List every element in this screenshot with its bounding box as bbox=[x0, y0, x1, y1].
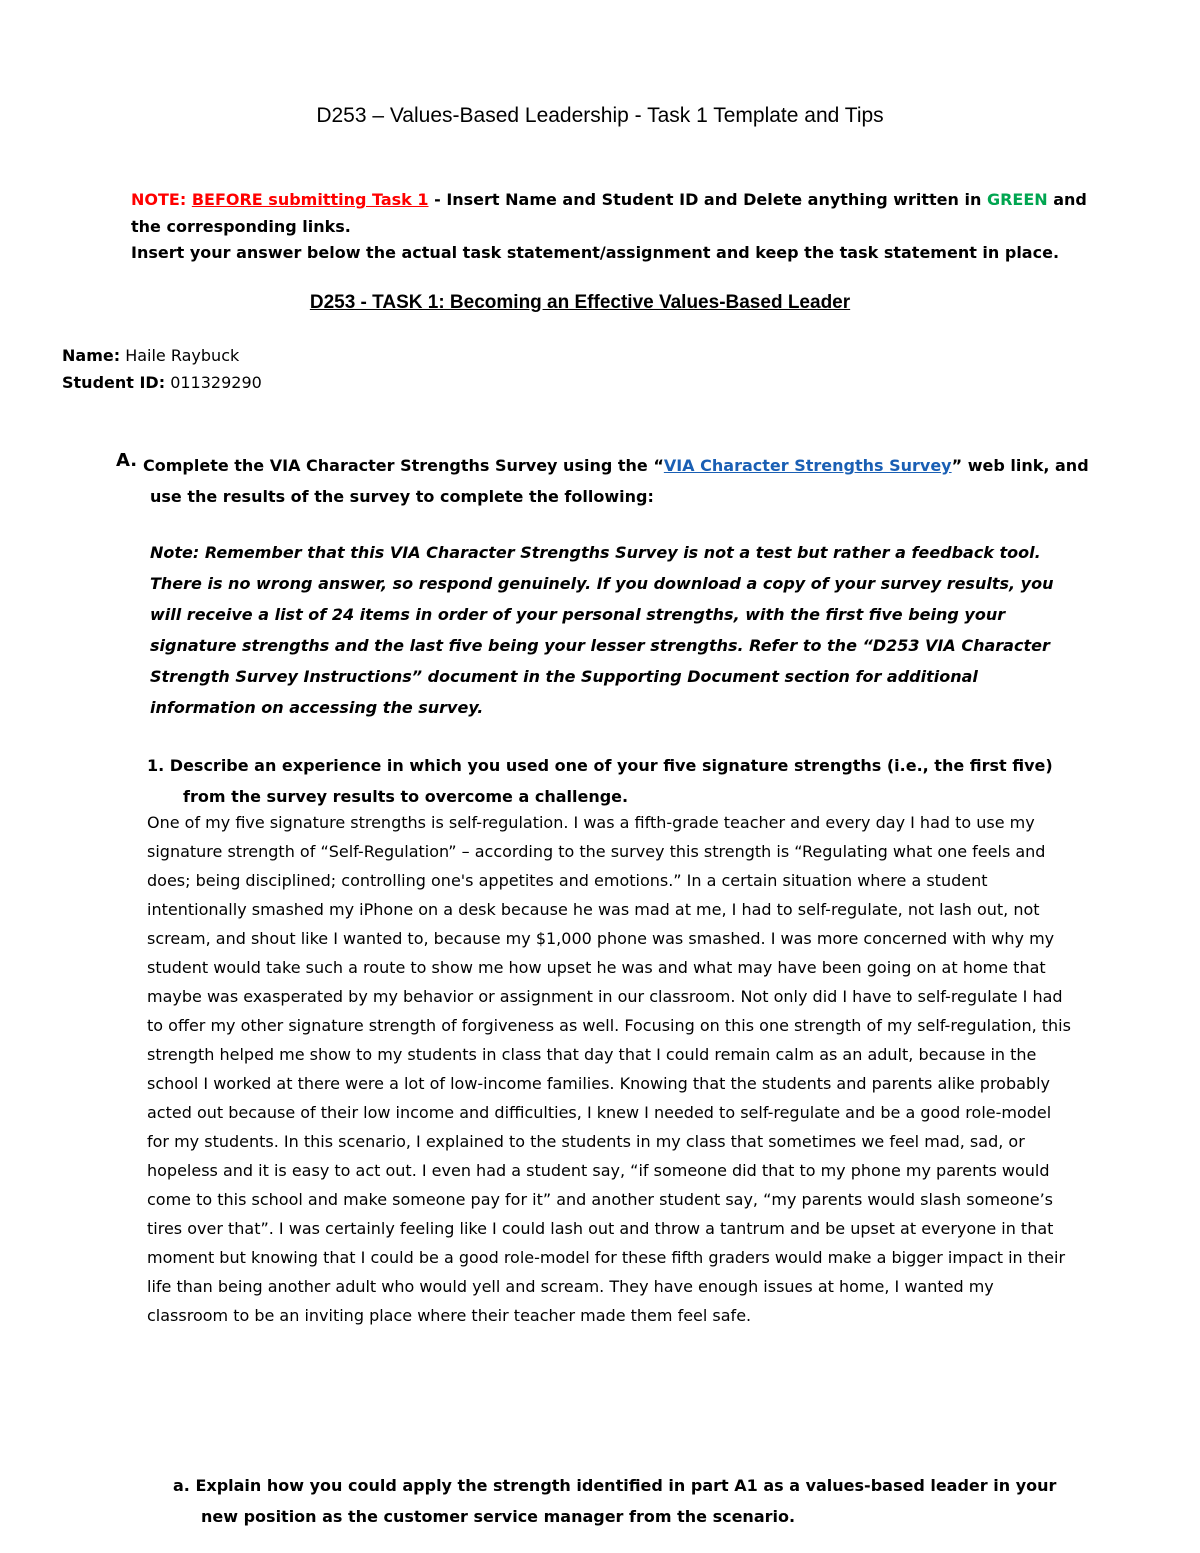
section-a-letter: A. bbox=[116, 450, 138, 471]
section-a-text-1: Complete the VIA Character Strengths Survey using the “ bbox=[143, 456, 664, 475]
student-id-row bbox=[62, 369, 262, 396]
document-title: D253 – Values-Based Leadership - Task 1 Template and Tips bbox=[316, 104, 884, 127]
question-a1-line-1: a. Explain how you could apply the strength identified in part A1 as a values-based leader in your bbox=[173, 1476, 1057, 1495]
section-a-text-2: ” web link, and use the results of the survey to complete the following: bbox=[150, 456, 1089, 506]
survey-note: Note: Remember that this VIA Character Strengths Survey is not a test but rather a feedback tool. There is no wrong answer, so respond genuinely. If you download a copy of your survey results, you will receive a list of 24 items in order of your personal strengths, with the first five being your signature strengths and the last five being your lesser strengths. Refer to the “D253 VIA Character Strength Survey Instructions” document in the Supporting Document section for additional information on accessing the survey. bbox=[150, 543, 1054, 717]
submission-note bbox=[131, 187, 1091, 267]
note-line-2: Insert your answer below the actual task statement/assignment and keep the task statement in place. bbox=[131, 243, 1060, 262]
question-a1 bbox=[173, 1470, 1073, 1532]
student-id-value: 011329290 bbox=[165, 373, 262, 392]
name-row bbox=[62, 342, 262, 369]
via-survey-link[interactable]: VIA Character Strengths Survey bbox=[663, 456, 952, 475]
name-value: Haile Raybuck bbox=[120, 346, 240, 365]
note-label: NOTE: bbox=[131, 190, 187, 209]
name-label: Name: bbox=[62, 346, 121, 365]
task-title: D253 - TASK 1: Becoming an Effective Values-Based Leader bbox=[309, 292, 851, 313]
note-before-label: BEFORE submitting Task 1 bbox=[191, 190, 429, 209]
question-a1-line-2: new position as the customer service manager from the scenario. bbox=[201, 1507, 796, 1526]
question-1 bbox=[147, 750, 1067, 812]
section-a-prompt bbox=[143, 450, 1110, 512]
answer-1: One of my five signature strengths is self-regulation. I was a fifth-grade teacher and every day I had to use my signature strength of “Self-Regulation” – according to the survey this strength is “Regulating what one feels and does; being disciplined; controlling one's appetites and emotions.” In a certain situation where a student intentionally smashed my iPhone on a desk because he was mad at me, I had to self-regulate, not lash out, not scream, and shout like I wanted to, because my $1,000 phone was smashed. I was more concerned with why my student would take such a route to show me how upset he was and what may have been going on at home that maybe was exasperated by my behavior or assignment in our classroom. Not only did I have to self-regulate I had to offer my other signature strength of forgiveness as well. Focusing on this one strength of my self-regulation, this strength helped me show to my students in class that day that I could remain calm as an adult, because in the school I worked at there were a lot of low-income families. Knowing that the students and parents alike probably acted out because of their low income and difficulties, I knew I needed to self-regulate and be a good role-model for my students. In this scenario, I explained to the students in my class that sometimes we feel mad, sad, or hopeless and it is easy to act out. I even had a student say, “if someone did that to my phone my parents would come to this school and make someone pay for it” and another student say, “my parents would slash someone’s tires over that”. I was certainly feeling like I could lash out and throw a tantrum and be upset at everyone in that moment but knowing that I could be a good role-model for these fifth graders would make a bigger impact in their life than being another adult who would yell and scream. They have enough issues at home, I wanted my classroom to be an inviting place where their teacher made them feel safe. bbox=[147, 813, 1071, 1325]
student-id-label: Student ID: bbox=[62, 373, 166, 392]
note-green-word: GREEN bbox=[986, 190, 1048, 209]
question-1-line-1: 1. Describe an experience in which you used one of your five signature strengths (i.e., the first five) bbox=[147, 756, 1053, 775]
question-1-line-2: from the survey results to overcome a challenge. bbox=[183, 787, 629, 806]
note-text-1: - Insert Name and Student ID and Delete anything written in bbox=[428, 190, 987, 209]
note-text-2: and the corresponding links. bbox=[131, 190, 1087, 236]
student-info bbox=[62, 342, 262, 396]
